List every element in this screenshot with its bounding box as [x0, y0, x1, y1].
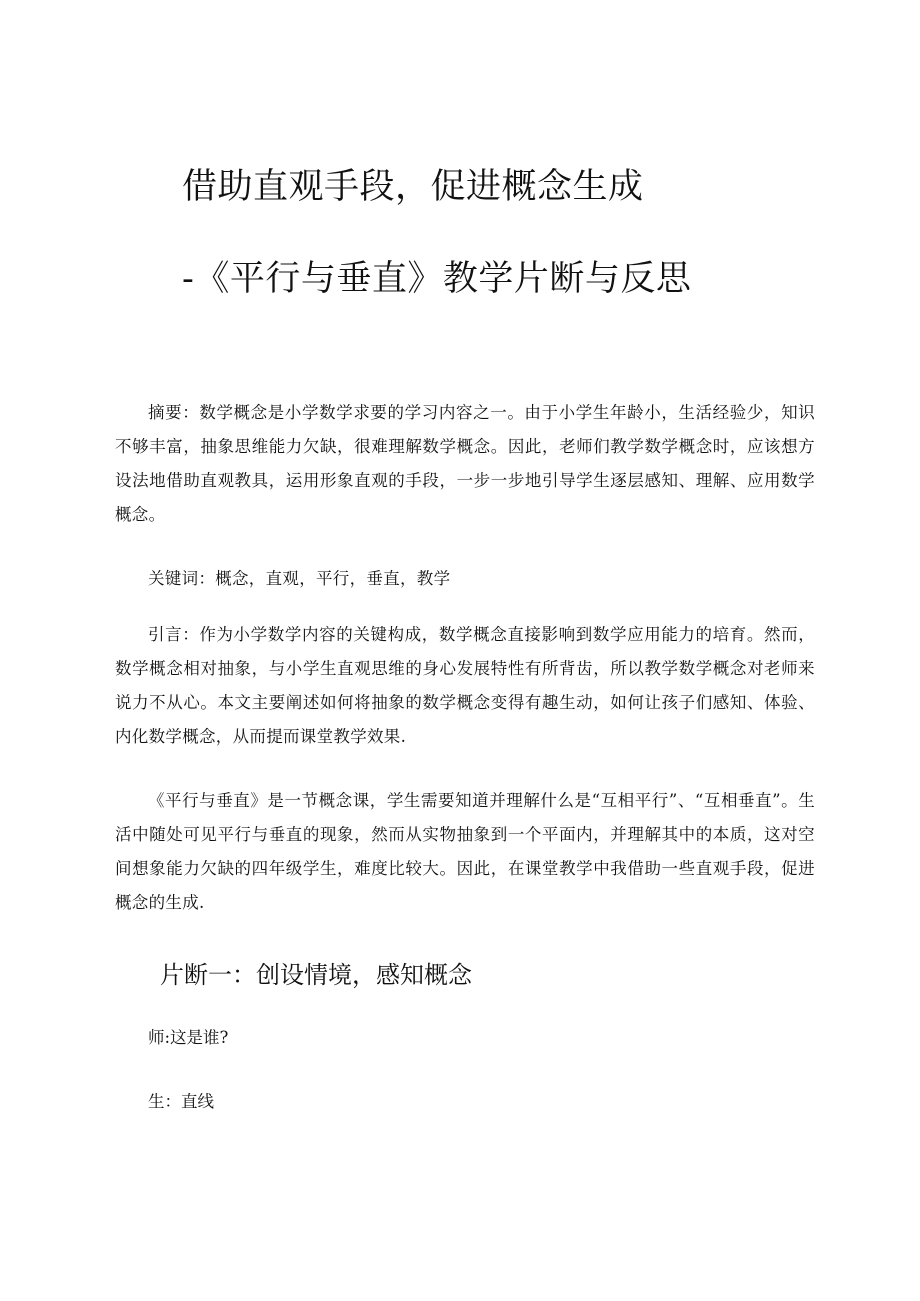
- keywords-paragraph: 关键词：概念，直观，平行，垂直，教学: [148, 569, 451, 588]
- document-subtitle: -《平行与垂直》教学片断与反思: [182, 259, 692, 299]
- dialog-line-teacher: 师:这是谁?: [148, 1028, 229, 1047]
- lesson-description-paragraph: 《平行与垂直》是一节概念课，学生需要知道并理解什么是“互相平行”、“互相垂直”。生活中随处可见平行与垂直的现象，然而从实物抽象到一个平面内，并理解其中的本质，这对空间想象能力欠缺的四年级学生，难度比较大。因此，在课堂教学中我借助一些直观手段，促进概念的生成.: [115, 791, 815, 912]
- dialog-line-student: 生：直线: [148, 1092, 214, 1111]
- section-heading: 片断一：创设情境，感知概念: [160, 961, 472, 989]
- document-title: 借助直观手段，促进概念生成: [182, 167, 644, 207]
- abstract-paragraph: 摘要：数学概念是小学数学求要的学习内容之一。由于小学生年龄小，生活经验少，知识不够丰富，抽象思维能力欠缺，很难理解数学概念。因此，老师们教学数学概念时，应该想方设法地借助直观教具，运用形象直观的手段，一步一步地引导学生逐层感知、理解、应用数学概念。: [115, 403, 815, 524]
- introduction-paragraph: 引言：作为小学数学内容的关键构成，数学概念直接影响到数学应用能力的培育。然而，数学概念相对抽象，与小学生直观思维的身心发展特性有所背齿，所以教学数学概念对老师来说力不从心。本文主要阐述如何将抽象的数学概念变得有趣生动，如何让孩子们感知、体验、内化数学概念，从而提而课堂教学效果.: [115, 625, 815, 746]
